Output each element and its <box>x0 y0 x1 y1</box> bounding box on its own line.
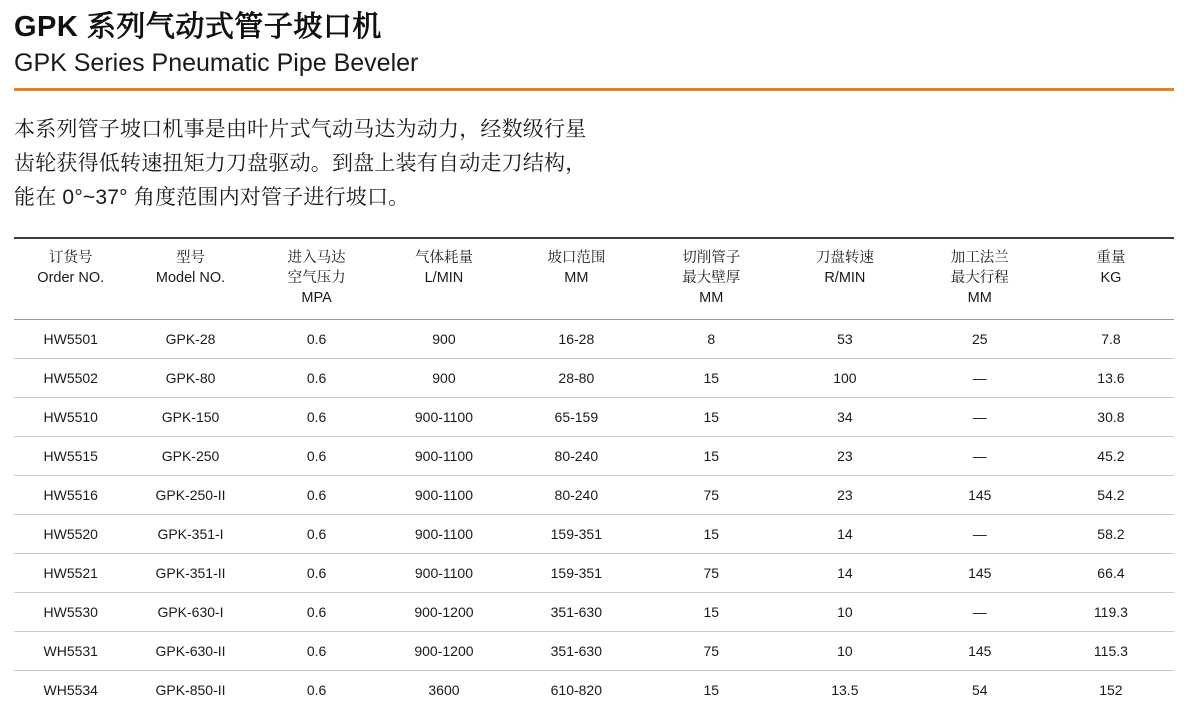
table-header-row <box>14 238 1174 320</box>
cell-cutter-speed: 10 <box>778 632 912 671</box>
cell-air-consumption: 900-1200 <box>380 593 509 632</box>
cell-order-no: HW5530 <box>14 593 127 632</box>
cell-order-no: HW5502 <box>14 359 127 398</box>
column-header-line-cn: 加工法兰 <box>914 248 1046 268</box>
cell-weight: 30.8 <box>1048 398 1174 437</box>
cell-air-consumption: 900 <box>380 320 509 359</box>
cell-model-no: GPK-80 <box>127 359 253 398</box>
cell-model-no: GPK-630-I <box>127 593 253 632</box>
cell-flange-max-travel: 145 <box>912 632 1048 671</box>
column-header-weight <box>1048 238 1174 320</box>
table-row <box>14 632 1174 671</box>
cell-air-consumption: 900 <box>380 359 509 398</box>
cell-order-no: HW5516 <box>14 476 127 515</box>
cell-air-pressure: 0.6 <box>254 593 380 632</box>
cell-cutter-speed: 14 <box>778 554 912 593</box>
column-header-unit: KG <box>1050 268 1172 288</box>
title-block <box>14 0 1174 91</box>
cell-flange-max-travel: — <box>912 593 1048 632</box>
cell-weight: 115.3 <box>1048 632 1174 671</box>
cell-air-consumption: 900-1100 <box>380 437 509 476</box>
cell-bevel-range: 159-351 <box>508 554 644 593</box>
cell-model-no: GPK-850-II <box>127 671 253 709</box>
cell-model-no: GPK-351-II <box>127 554 253 593</box>
cell-order-no: WH5534 <box>14 671 127 709</box>
cell-bevel-range: 80-240 <box>508 476 644 515</box>
cell-air-pressure: 0.6 <box>254 632 380 671</box>
cell-air-pressure: 0.6 <box>254 437 380 476</box>
cell-flange-max-travel: — <box>912 437 1048 476</box>
column-header-unit: MM <box>510 268 642 288</box>
cell-air-pressure: 0.6 <box>254 671 380 709</box>
cell-weight: 152 <box>1048 671 1174 709</box>
cell-bevel-range: 65-159 <box>508 398 644 437</box>
column-header-air-pressure <box>254 238 380 320</box>
column-header-line-cn2: 空气压力 <box>256 268 378 288</box>
cell-bevel-range: 351-630 <box>508 632 644 671</box>
column-header-line-en: Model NO. <box>129 268 251 288</box>
cell-air-consumption: 900-1100 <box>380 515 509 554</box>
cell-cutter-speed: 14 <box>778 515 912 554</box>
column-header-line-cn: 重量 <box>1050 248 1172 268</box>
cell-order-no: HW5521 <box>14 554 127 593</box>
cell-air-pressure: 0.6 <box>254 476 380 515</box>
column-header-unit: MM <box>646 288 776 308</box>
column-header-unit: MPA <box>256 288 378 308</box>
cell-max-wall-thickness: 75 <box>644 476 778 515</box>
cell-model-no: GPK-351-I <box>127 515 253 554</box>
cell-air-consumption: 900-1100 <box>380 554 509 593</box>
cell-flange-max-travel: — <box>912 515 1048 554</box>
cell-air-consumption: 3600 <box>380 671 509 709</box>
page-title-cn-rest: 系列气动式管子坡口机 <box>78 11 382 43</box>
cell-max-wall-thickness: 75 <box>644 632 778 671</box>
spec-table-body <box>14 320 1174 709</box>
page-title-en: GPK Series Pneumatic Pipe Beveler <box>14 47 1174 80</box>
table-row <box>14 476 1174 515</box>
cell-max-wall-thickness: 75 <box>644 554 778 593</box>
cell-bevel-range: 16-28 <box>508 320 644 359</box>
column-header-max-wall-thickness <box>644 238 778 320</box>
cell-model-no: GPK-150 <box>127 398 253 437</box>
cell-flange-max-travel: 54 <box>912 671 1048 709</box>
cell-flange-max-travel: 145 <box>912 554 1048 593</box>
cell-air-pressure: 0.6 <box>254 359 380 398</box>
cell-order-no: HW5510 <box>14 398 127 437</box>
column-header-line-cn2: 最大行程 <box>914 268 1046 288</box>
cell-order-no: HW5515 <box>14 437 127 476</box>
cell-max-wall-thickness: 15 <box>644 398 778 437</box>
table-row <box>14 671 1174 709</box>
cell-air-pressure: 0.6 <box>254 515 380 554</box>
column-header-line-cn: 进入马达 <box>256 248 378 268</box>
cell-weight: 58.2 <box>1048 515 1174 554</box>
column-header-order-no <box>14 238 127 320</box>
column-header-line-cn: 切削管子 <box>646 248 776 268</box>
column-header-line-cn2: 最大壁厚 <box>646 268 776 288</box>
cell-max-wall-thickness: 15 <box>644 359 778 398</box>
cell-max-wall-thickness: 15 <box>644 515 778 554</box>
column-header-line-cn: 气体耗量 <box>382 248 507 268</box>
cell-flange-max-travel: — <box>912 398 1048 437</box>
cell-weight: 119.3 <box>1048 593 1174 632</box>
column-header-model-no <box>127 238 253 320</box>
column-header-line-cn: 型号 <box>129 248 251 268</box>
intro-line-1: 本系列管子坡口机事是由叶片式气动马达为动力，经数级行星 <box>14 113 1174 147</box>
column-header-unit: R/MIN <box>780 268 910 288</box>
cell-weight: 7.8 <box>1048 320 1174 359</box>
table-row <box>14 359 1174 398</box>
cell-max-wall-thickness: 15 <box>644 671 778 709</box>
cell-air-consumption: 900-1100 <box>380 398 509 437</box>
cell-bevel-range: 159-351 <box>508 515 644 554</box>
cell-order-no: WH5531 <box>14 632 127 671</box>
intro-line-2: 齿轮获得低转速扭矩力刀盘驱动。到盘上装有自动走刀结构， <box>14 147 1174 181</box>
table-row <box>14 398 1174 437</box>
cell-model-no: GPK-250-II <box>127 476 253 515</box>
intro-paragraph <box>14 113 1174 215</box>
column-header-bevel-range <box>508 238 644 320</box>
cell-bevel-range: 610-820 <box>508 671 644 709</box>
cell-model-no: GPK-630-II <box>127 632 253 671</box>
cell-weight: 45.2 <box>1048 437 1174 476</box>
table-row <box>14 320 1174 359</box>
cell-cutter-speed: 23 <box>778 476 912 515</box>
cell-cutter-speed: 53 <box>778 320 912 359</box>
cell-cutter-speed: 23 <box>778 437 912 476</box>
cell-weight: 13.6 <box>1048 359 1174 398</box>
column-header-line-cn: 刀盘转速 <box>780 248 910 268</box>
cell-max-wall-thickness: 15 <box>644 437 778 476</box>
cell-air-consumption: 900-1200 <box>380 632 509 671</box>
spec-table-head <box>14 238 1174 320</box>
cell-order-no: HW5520 <box>14 515 127 554</box>
cell-air-pressure: 0.6 <box>254 398 380 437</box>
column-header-cutter-speed <box>778 238 912 320</box>
cell-bevel-range: 80-240 <box>508 437 644 476</box>
table-row <box>14 593 1174 632</box>
cell-flange-max-travel: — <box>912 359 1048 398</box>
spec-table <box>14 237 1174 709</box>
cell-air-pressure: 0.6 <box>254 554 380 593</box>
cell-cutter-speed: 13.5 <box>778 671 912 709</box>
intro-line-3: 能在 0°~37° 角度范围内对管子进行坡口。 <box>14 181 1174 215</box>
cell-cutter-speed: 100 <box>778 359 912 398</box>
cell-max-wall-thickness: 15 <box>644 593 778 632</box>
column-header-unit: L/MIN <box>382 268 507 288</box>
cell-max-wall-thickness: 8 <box>644 320 778 359</box>
accent-divider <box>14 88 1174 91</box>
table-row <box>14 515 1174 554</box>
table-row <box>14 554 1174 593</box>
cell-model-no: GPK-250 <box>127 437 253 476</box>
cell-flange-max-travel: 145 <box>912 476 1048 515</box>
cell-order-no: HW5501 <box>14 320 127 359</box>
cell-cutter-speed: 10 <box>778 593 912 632</box>
cell-bevel-range: 351-630 <box>508 593 644 632</box>
column-header-line-en: Order NO. <box>16 268 125 288</box>
page-title-brand: GPK <box>14 11 78 43</box>
column-header-flange-max-travel <box>912 238 1048 320</box>
cell-bevel-range: 28-80 <box>508 359 644 398</box>
table-row <box>14 437 1174 476</box>
cell-weight: 54.2 <box>1048 476 1174 515</box>
column-header-unit: MM <box>914 288 1046 308</box>
cell-weight: 66.4 <box>1048 554 1174 593</box>
cell-air-pressure: 0.6 <box>254 320 380 359</box>
spec-table-wrap <box>14 237 1174 709</box>
cell-air-consumption: 900-1100 <box>380 476 509 515</box>
page-title-cn <box>14 8 1174 46</box>
column-header-air-consumption <box>380 238 509 320</box>
cell-cutter-speed: 34 <box>778 398 912 437</box>
cell-flange-max-travel: 25 <box>912 320 1048 359</box>
cell-model-no: GPK-28 <box>127 320 253 359</box>
column-header-line-cn: 订货号 <box>16 248 125 268</box>
column-header-line-cn: 坡口范围 <box>510 248 642 268</box>
